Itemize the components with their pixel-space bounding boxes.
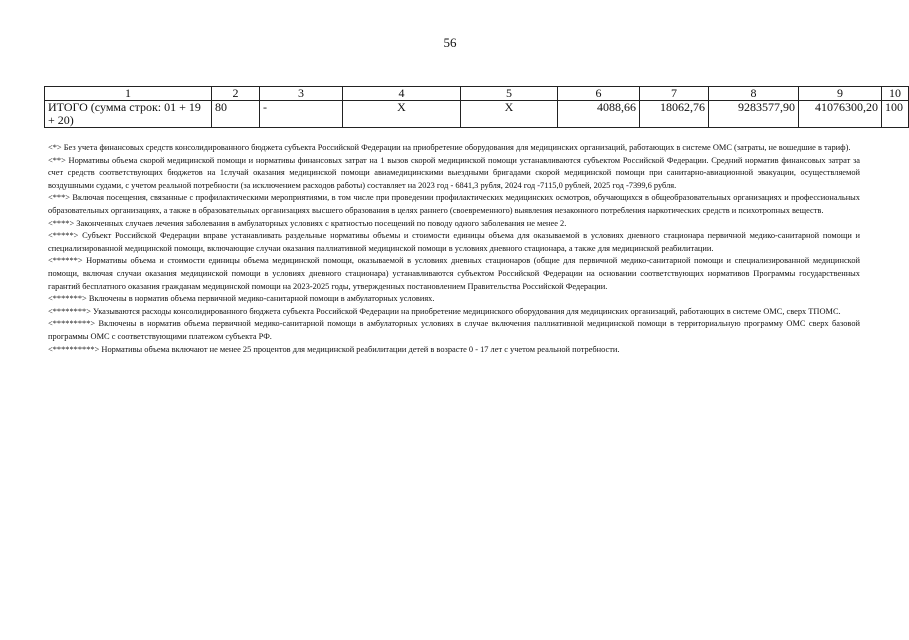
footnotes: [48, 142, 860, 356]
footnote: <*********> Включены в норматив объема первичной медико-санитарной помощи в амбулаторных условиях в случае включения паллиативной медицинской помощи в территориальную программу ОМС сверх базовой программы ОМС с соответствующими платежом субъекта РФ.: [48, 319, 860, 341]
table-cell: Х: [461, 101, 558, 128]
column-number: 7: [640, 87, 709, 101]
footnote: <**> Нормативы объема скорой медицинской помощи и нормативы финансовых затрат на 1 вызов скорой медицинской помощи устанавливаются субъектом Российской Федерации. Средний норматив финансовых затрат за счет средств соответствующих бюджетов на 1случай оказания медицинской помощи авиамедицинскими выездными бригадами скорой медицинской помощи при санитарно-авиационной эвакуации, осуществляемой воздушными судами, с учетом реальной потребности (за исключением расходов работы) составляет на 2023 год - 6841,3 рубля, 2024 год -7115,0 рублей, 2025 год -7399,6 рубля.: [48, 155, 860, 190]
table-row-total: [45, 101, 909, 128]
table-cell: 18062,76: [640, 101, 709, 128]
footnote: <*****> Субъект Российской Федерации вправе устанавливать раздельные нормативы объемы и стоимости единицы объема для оказываемой в условиях дневного стационара первичной медико-санитарной помощи и специализированной медицинской помощи, включающие случаи оказания паллиативной медицинской помощи в условиях дневного стационара, а также для медицинской реабилитации.: [48, 231, 860, 253]
column-number: 9: [799, 87, 882, 101]
footnote: <**********> Нормативы объема включают не менее 25 процентов для медицинской реабилитации детей в возрасте 0 - 17 лет с учетом реальной потребности.: [48, 344, 620, 354]
table-cell: 41076300,20: [799, 101, 882, 128]
footnote: <********> Указываются расходы консолидированного бюджета субъекта Российской Федерации на приобретение медицинского оборудования для медицинских организаций, работающих в системе ОМС, сверх ТПОМС.: [48, 306, 841, 316]
summary-table: [44, 86, 909, 128]
table-cell: 100: [882, 101, 909, 128]
table-cell: 9283577,90: [709, 101, 799, 128]
column-number: 6: [558, 87, 640, 101]
column-number: 10: [882, 87, 909, 101]
page-number: 56: [443, 35, 457, 50]
footnote: <*******> Включены в норматив объема первичной медико-санитарной помощи в амбулаторных условиях.: [48, 294, 435, 304]
column-number: 2: [212, 87, 260, 101]
footnote: <*> Без учета финансовых средств консолидированного бюджета субъекта Российской Федерации на приобретение оборудования для медицинских организаций, работающих в системе ОМС (затраты, не вошедшие в тариф).: [48, 143, 851, 152]
total-label: ИТОГО (сумма строк: 01 + 19 + 20): [45, 101, 212, 128]
footnote: <******> Нормативы объема и стоимости единицы объема медицинской помощи, оказываемой в условиях дневных стационаров (общие для первичной медико-санитарной помощи и специализированной медицинской помощи, включая случаи оказания медицинской помощи в условиях дневного стационара) устанавливаются субъектом Российской Федерации на основании соответствующих нормативов Программы государственных гарантий бесплатного оказания гражданам медицинской помощи на 2023-2025 годы, утвержденных постановлением Правительства Российской Федерации.: [48, 256, 860, 291]
table-cell: 4088,66: [558, 101, 640, 128]
footnote: <****> Законченных случаев лечения заболевания в амбулаторных условиях с кратностью посещений по поводу одного заболевания не менее 2.: [48, 218, 567, 228]
column-number: 4: [343, 87, 461, 101]
column-number: 8: [709, 87, 799, 101]
table-header-row: [45, 87, 909, 101]
table-cell: 80: [212, 101, 260, 128]
footnote: <***> Включая посещения, связанные с профилактическими мероприятиями, в том числе при проведении профилактических медицинских осмотров, обучающихся в общеобразовательных организациях и профессиональных образовательных организациях, а также в образовательных организациях высшего образования в целях раннего (своевременного) выявления незаконного потребления наркотических средств и психотропных веществ.: [48, 193, 860, 215]
column-number: 5: [461, 87, 558, 101]
column-number: 1: [45, 87, 212, 101]
table-cell: Х: [343, 101, 461, 128]
column-number: 3: [260, 87, 343, 101]
table-cell: -: [260, 101, 343, 128]
